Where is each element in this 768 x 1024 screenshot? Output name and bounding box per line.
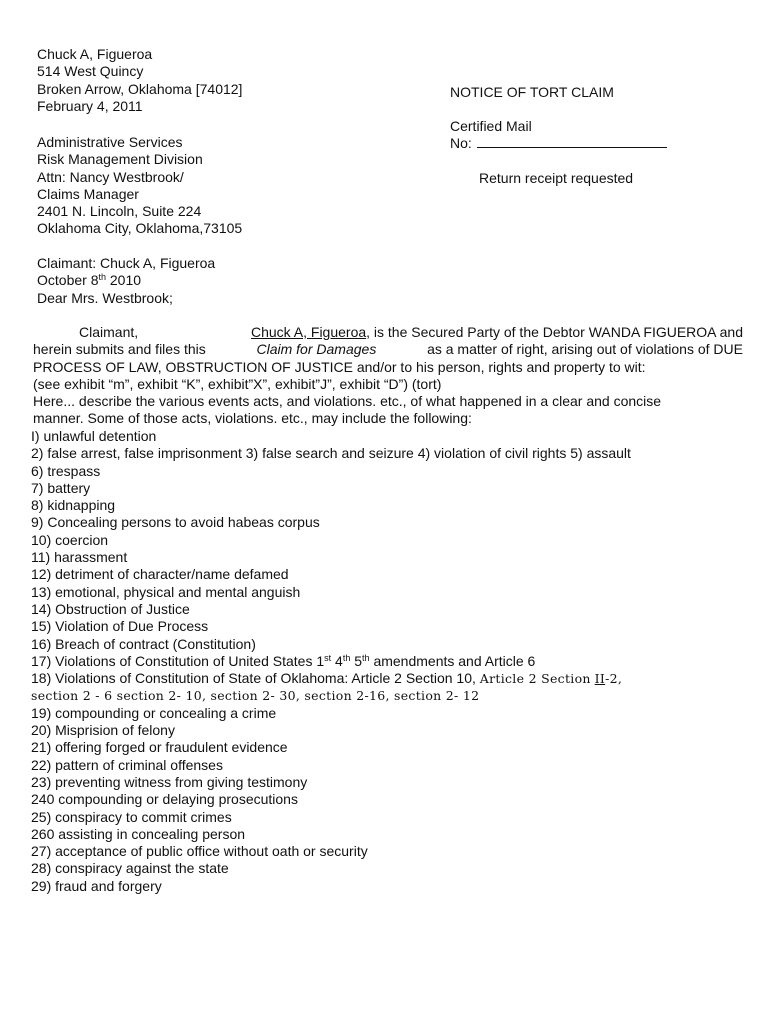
paragraph-text: as a matter of right, arising out of violations of DUE (427, 341, 743, 358)
claims-list (31, 428, 631, 895)
list-item: 21) offering forged or fraudulent evidence (31, 739, 288, 756)
recipient-address (37, 134, 242, 238)
list-item: 260 assisting in concealing person (31, 825, 246, 842)
sender-city: Broken Arrow, Oklahoma [74012] (37, 80, 243, 97)
list-item-text: 5 (350, 652, 363, 669)
list-item-continuation: section 2 - 6 section 2- 10, section 2- 30, section 2-16, section 2- 12 (31, 688, 480, 704)
paragraph-line: PROCESS OF LAW, OBSTRUCTION OF JUSTICE and/or to his person, rights and property to wit: (33, 358, 646, 375)
certified-mail (450, 118, 667, 153)
claimant-name-underlined: Chuck A, Figueroa (250, 324, 367, 340)
claim-date-suffix: th (98, 272, 106, 283)
list-item-text: 17) Violations of Constitution of United States 1 (31, 652, 325, 669)
claimant-name-segment (251, 324, 743, 341)
list-item: 28) conspiracy against the state (31, 860, 229, 877)
paragraph-text: , is the Secured Party of the Debtor WANDA FIGUEROA and (366, 324, 743, 340)
sender-date: February 4, 2011 (37, 97, 143, 114)
sender-street: 514 West Quincy (37, 63, 144, 80)
return-receipt: Return receipt requested (479, 170, 634, 186)
greeting: Dear Mrs. Westbrook; (37, 289, 173, 306)
list-item: 7) battery (31, 479, 91, 496)
sender-address (37, 46, 242, 115)
paragraph-line: (see exhibit “m”, exhibit “K”, exhibit”X”, exhibit”J”, exhibit “D”) (tort) (33, 375, 442, 392)
notice-title: NOTICE OF TORT CLAIM (450, 84, 614, 100)
list-item (31, 653, 631, 670)
list-item: 6) trespass (31, 462, 101, 479)
certified-number-line (450, 135, 667, 152)
list-item: 9) Concealing persons to avoid habeas corpus (31, 514, 320, 531)
list-item: 29) fraud and forgery (31, 877, 162, 894)
sender-name: Chuck A, Figueroa (37, 46, 153, 62)
paragraph-text: Claimant, (79, 324, 139, 340)
ordinal-suffix: st (324, 652, 332, 663)
list-item-text: amendments and Article 6 (369, 652, 536, 669)
recipient-line: Claims Manager (37, 185, 139, 202)
ordinal-suffix: th (362, 652, 370, 663)
list-item (31, 670, 631, 687)
certified-number-blank (477, 135, 667, 148)
salutation-block (37, 255, 215, 307)
claim-date-year: 2010 (106, 272, 142, 289)
claim-paragraph (33, 324, 743, 428)
recipient-line: Administrative Services (37, 134, 183, 150)
ordinal-suffix: th (342, 652, 351, 663)
list-item: 16) Breach of contract (Constitution) (31, 635, 256, 652)
paragraph-text: herein submits and files this (33, 341, 206, 358)
paragraph-line: Here... describe the various events acts, and violations. etc., of what happened in a clear and concise (33, 393, 662, 410)
paragraph-line (33, 341, 743, 358)
list-item: 22) pattern of criminal offenses (31, 756, 223, 773)
list-item: 10) coercion (31, 531, 109, 548)
list-item: 20) Misprision of felony (31, 722, 175, 739)
paragraph-line (33, 324, 743, 341)
certified-mail-label: Certified Mail (450, 118, 532, 134)
list-item: 11) harassment (31, 549, 128, 566)
claimant-line: Claimant: Chuck A, Figueroa (37, 255, 216, 271)
list-item-text-typed: Article 2 Section (479, 671, 591, 687)
list-item: 12) detriment of character/name defamed (31, 566, 289, 583)
recipient-line: Risk Management Division (37, 151, 203, 168)
list-item-text: 4 (331, 652, 343, 669)
list-item-text-typed: -2, (605, 671, 623, 687)
recipient-line: Oklahoma City, Oklahoma,73105 (37, 220, 243, 237)
list-item: I) unlawful detention (31, 428, 157, 444)
roman-numeral-underlined: II (594, 671, 606, 687)
list-item-text-typed (595, 671, 623, 686)
list-item: 14) Obstruction of Justice (31, 600, 190, 617)
list-item: 13) emotional, physical and mental anguish (31, 583, 301, 600)
recipient-line: Attn: Nancy Westbrook/ (37, 168, 184, 185)
recipient-line: 2401 N. Lincoln, Suite 224 (37, 203, 202, 220)
list-item: 2) false arrest, false imprisonment 3) false search and seizure 4) violation of civil rights 5) assault (31, 445, 631, 462)
claim-for-damages-italic: Claim for Damages (256, 341, 377, 358)
paragraph-line: manner. Some of those acts, violations. etc., may include the following: (33, 410, 472, 427)
list-item: 23) preventing witness from giving testimony (31, 773, 308, 790)
list-item: 27) acceptance of public office without oath or security (31, 843, 368, 860)
list-item: 8) kidnapping (31, 497, 116, 514)
list-item: 15) Violation of Due Process (31, 618, 209, 635)
claim-date-text: October 8 (37, 272, 99, 289)
certified-no-label: No: (450, 135, 472, 152)
list-item: 25) conspiracy to commit crimes (31, 808, 232, 825)
list-item-text: 18) Violations of Constitution of State of Oklahoma: Article 2 Section 10, (31, 670, 476, 687)
list-item: 19) compounding or concealing a crime (31, 704, 277, 721)
list-item: 240 compounding or delaying prosecutions (31, 791, 298, 808)
claim-date (37, 272, 215, 289)
